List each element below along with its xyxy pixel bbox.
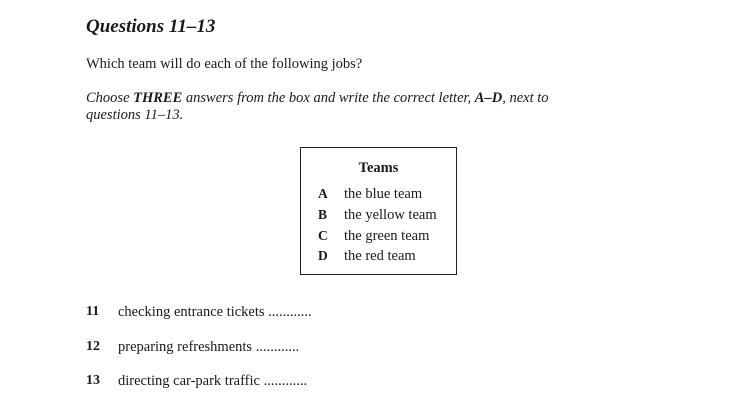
team-letter: D xyxy=(318,248,328,263)
question-text: checking entrance tickets ............ xyxy=(118,304,312,320)
teams-box xyxy=(300,147,457,275)
team-letter: A xyxy=(318,186,328,201)
question-number: 13 xyxy=(86,373,100,388)
instructions-letters: A–D xyxy=(474,90,503,106)
instructions-part1: Choose xyxy=(86,90,134,106)
instructions-part2: answers from the box and write the correct letter, xyxy=(182,90,475,106)
question-prompt: Which team will do each of the following jobs? xyxy=(86,56,363,72)
team-letter: B xyxy=(318,207,328,222)
question-text: preparing refreshments ............ xyxy=(118,339,300,355)
team-name: the yellow team xyxy=(344,207,437,223)
team-name: the red team xyxy=(344,248,416,264)
team-name: the green team xyxy=(344,228,430,244)
section-heading: Questions 11–13 xyxy=(86,16,216,37)
question-text: directing car-park traffic ............ xyxy=(118,373,308,389)
team-letter: C xyxy=(318,228,328,243)
instructions-emphasis: THREE xyxy=(133,90,183,106)
instructions xyxy=(86,90,606,124)
question-number: 12 xyxy=(86,339,100,354)
question-number: 11 xyxy=(86,304,100,319)
teams-box-title: Teams xyxy=(358,160,399,176)
instructions-part3: , next to questions 11–13. xyxy=(86,90,549,123)
team-name: the blue team xyxy=(344,186,423,202)
